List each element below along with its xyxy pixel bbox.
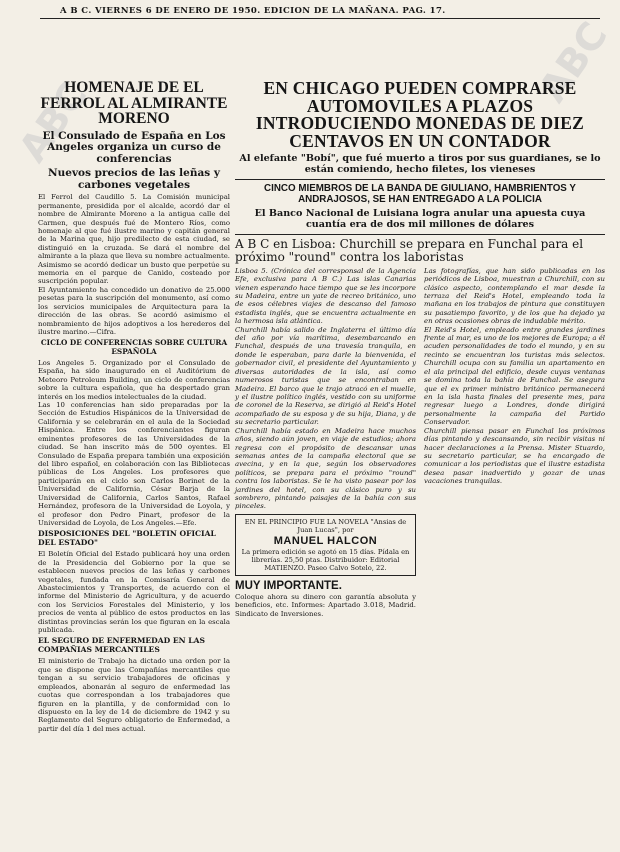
ad-line-2: La primera edición se agotó en 15 días. Pídala en librerías. 25,50 ptas. Distribuidor: Editorial MATIENZO. Paseo Calvo Sotelo, 22.: [241, 547, 410, 573]
churchill-col-1: [235, 267, 416, 619]
elefante-subhead: Al elefante "Bobí", que fué muerto a tiros por sus guardianes, se lo están comiendo, hecho filetes, los vieneses: [239, 153, 601, 176]
giuliano-subhead: CINCO MIEMBROS DE LA BANDA DE GIULIANO, HAMBRIENTOS Y ANDRAJOSOS, SE HAN ENTREGADO A LA POLICIA: [264, 182, 576, 205]
churchill-paragraph-3: Churchill había estado en Madeira hace muchos años, siendo aún joven, en viaje de estudios; ahora regresa con el propósito de descansar unas semanas antes de la campaña electoral que se avecina, y en la que, según los observadores políticos, se prepara para el próximo "round" contra los laboristas. Se le ha visto pasear por los jardines del hotel, con su clásico puro y su sombrero, pintando paisajes de la bahía con sus pinceles.: [235, 426, 416, 511]
churchill-article: [235, 267, 605, 619]
abc-watermark: ABC: [10, 74, 96, 170]
churchill-paragraph-2: Churchill había salido de Inglaterra el último día del año por vía marítima, desembarcando en Funchal, después de una travesía tranquila, en donde le esperaban, para darle la bienvenida, el gobernador civil, el presidente del Ayuntamiento y diversas autoridades de la isla, así como numerosos turistas que se encontraban en Madeira. El barco que le trajo atracó en el muelle, y el ilustre político inglés, vestido con su uniforme de coronel de la Reserva, se dirigió al Reid's Hotel acompañado de su esposa y de su hija, Diana, y de su secretario particular.: [235, 325, 416, 427]
ad-line-1: EN EL PRINCIPIO FUE LA NOVELA "Ansias de Juan Lucas", por: [244, 517, 407, 534]
precios-subhead: Nuevos precios de las leñas y carbones vegetales: [48, 166, 220, 191]
divider-2: [235, 234, 605, 235]
header-rule: [40, 18, 600, 19]
abc-watermark-right: ABC: [530, 14, 616, 110]
ferrol-paragraph-2: El Ayuntamiento ha concedido un donativo de 25.000 pesetas para la suscripción del monumento, así como los servicios municipales de Arquitectura para la dirección de las obras. Se acordó asimismo el nombramiento de hijos adoptivos a los herederos del ilustre marino.—Cifra.: [38, 285, 230, 336]
halcon-advertisement: [235, 514, 416, 576]
churchill-paragraph-1: Lisboa 5. (Crónica del corresponsal de la Agencia Efe, exclusiva para A B C.) Las islas Canarias vienen esperando hace tiempo que se les incorpore su Madeira, entre un yate de recreo británico, uno de esos célebres viajes de descanso del famoso estadista inglés, que se encuentra actualmente en la hermosa isla atlántica.: [235, 266, 416, 326]
page-header: A B C. VIERNES 6 DE ENERO DE 1950. EDICION DE LA MAÑANA. PAG. 17.: [60, 6, 446, 16]
churchill-paragraph-4: Las fotografías, que han sido publicadas en los periódicos de Lisboa, muestran a Churchill, con su clásico aspecto, contemplando el mar desde la terraza del Reid's Hotel, empleando toda la mañana en los trabajos de pintura que constituyen su pasatiempo favorito, y de los que ha dejado ya en otras ocasiones obras de indudable mérito.: [424, 266, 605, 326]
boletin-section-title: DISPOSICIONES DEL "BOLETIN OFICIAL DEL ESTADO": [38, 529, 216, 548]
consulado-subhead: El Consulado de España en Los Angeles organiza un curso de conferencias: [42, 129, 226, 165]
ciclo-paragraph-2: Las 10 conferencias han sido preparadas por la Sección de Estudios Hispánicos de la Universidad de California y se celebrarán en el aula de la Sociedad Hispánica. Entre los conferenciantes figuran eminentes profesores de las Universidades de la ciudad. Se han inscrito más de 500 oyentes. El Consulado de España prepara también una exposición del libro español, en colaboración con las Bibliotecas públicas de Los Angeles. Los profesores que participarán en el ciclo son Carlos Borinet de la Universidad de California, César Barja de la Universidad de California, Carlos Santos, Rafael Hernández, profesora de la Universidad de Loyola, y el profesor don Pedro Pinart, profesor de la Universidad de Loyola, de Los Angeles.—Efe.: [38, 401, 230, 527]
muy-importante-text: Coloque ahora su dinero con garantía absoluta y beneficios, etc. Informes: Apartado 3.018, Madrid. Sindicato de Inversiones.: [235, 593, 416, 618]
seguro-paragraph: El ministerio de Trabajo ha dictado una orden por la que se dispone que las Compañías mercantiles que tengan a su servicio trabajadores de oficinas y empleados, abonarán al seguro de enfermedad las cuotas que correspondan a los trabajadores que figuren en la plantilla, y de conformidad con lo dispuesto en la ley de 14 de diciembre de 1942 y su Reglamento del Seguro obligatorio de Enfermedad, a partir del día 1 del mes actual.: [38, 657, 230, 733]
ferrol-paragraph-1: El Ferrol del Caudillo 5. La Comisión municipal permanente, presidida por el alcalde, acordó dar el nombre de Almirante Moreno a la antigua calle del Carmen, que después fué de Montero Ríos, como homenaje al que fué ilustre marino y capitán general de la Marina que, hijo predilecto de esta ciudad, se distinguió en la cruzada. Se dará el nombre del almirante a la plaza que lleva su nombre actualmente. Asimismo se acordó dedicar un busto que perpetúe su memoria en el parque de Canido, costeado por suscripción popular.: [38, 193, 230, 286]
right-column: [235, 80, 605, 618]
churchill-paragraph-6: Churchill piensa pasar en Funchal los próximos días pintando y descansando, sin recibir visitas ni hacer declaraciones a la Prensa. Mister Stuardo, su secretario particular, se ha encargado de comunicar a los periodistas que el ilustre estadista desea pasar inadvertido y gozar de unas vacaciones tranquilas.: [424, 426, 605, 486]
left-column: [38, 80, 230, 733]
seguro-section-title: EL SEGURO DE ENFERMEDAD EN LAS COMPAÑIAS MERCANTILES: [38, 636, 205, 655]
divider: [235, 179, 605, 180]
churchill-headline: A B C en Lisboa: Churchill se prepara en Funchal para el próximo "round" contra los laboristas: [235, 236, 584, 265]
ad-author-name: MANUEL HALCON: [273, 534, 378, 547]
boletin-paragraph: El Boletín Oficial del Estado publicará hoy una orden de la Presidencia del Gobierno por la que se establecen nuevos precios de las leñas y carbones vegetales, fundada en la Comisaría General de Abastecimientos y Transportes, de acuerdo con el informe del Ministerio de Agricultura, y de acuerdo con los Servicios Forestales del Ministerio, y los precios de venta al público de estos productos en las distintas provincias serán los que figuran en la escala publicada.: [38, 550, 230, 635]
ferrol-headline: HOMENAJE DE EL FERROL AL ALMIRANTE MORENO: [40, 79, 228, 127]
muy-importante-heading: MUY IMPORTANTE.: [235, 580, 342, 593]
churchill-col-2: [424, 267, 605, 619]
churchill-paragraph-5: El Reid's Hotel, empleado entre grandes jardines frente al mar, es uno de los mejores de Europa; a él acuden personalidades de todo el mundo, y en su recinto se encuentran los turistas más selectos. Churchill ocupa con su familia un apartamento en el ala principal del edificio, desde cuyas ventanas se domina toda la bahía de Funchal. Se asegura que el ex primer ministro británico permanecerá en la isla hasta finales del presente mes, para regresar luego a Londres, donde dirigirá personalmente la campaña del Partido Conservador.: [424, 325, 605, 427]
ciclo-section-title: CICLO DE CONFERENCIAS SOBRE CULTURA ESPAÑOLA: [40, 338, 228, 357]
chicago-headline: EN CHICAGO PUEDEN COMPRARSE AUTOMOVILES A PLAZOS INTRODUCIENDO MONEDAS DE DIEZ CENTAVOS EN UN CONTADOR: [255, 78, 585, 151]
ciclo-paragraph-1: Los Angeles 5. Organizado por el Consulado de España, ha sido inaugurado en el Auditórium de Meteoro Petroleum Building, un ciclo de conferencias sobre la cultura española, que ha despertado gran interés en los medios intelectuales de la ciudad.: [38, 358, 230, 401]
luisiana-subhead: El Banco Nacional de Luisiana logra anular una apuesta cuya cuantía era de dos mil millones de dólares: [254, 208, 586, 231]
